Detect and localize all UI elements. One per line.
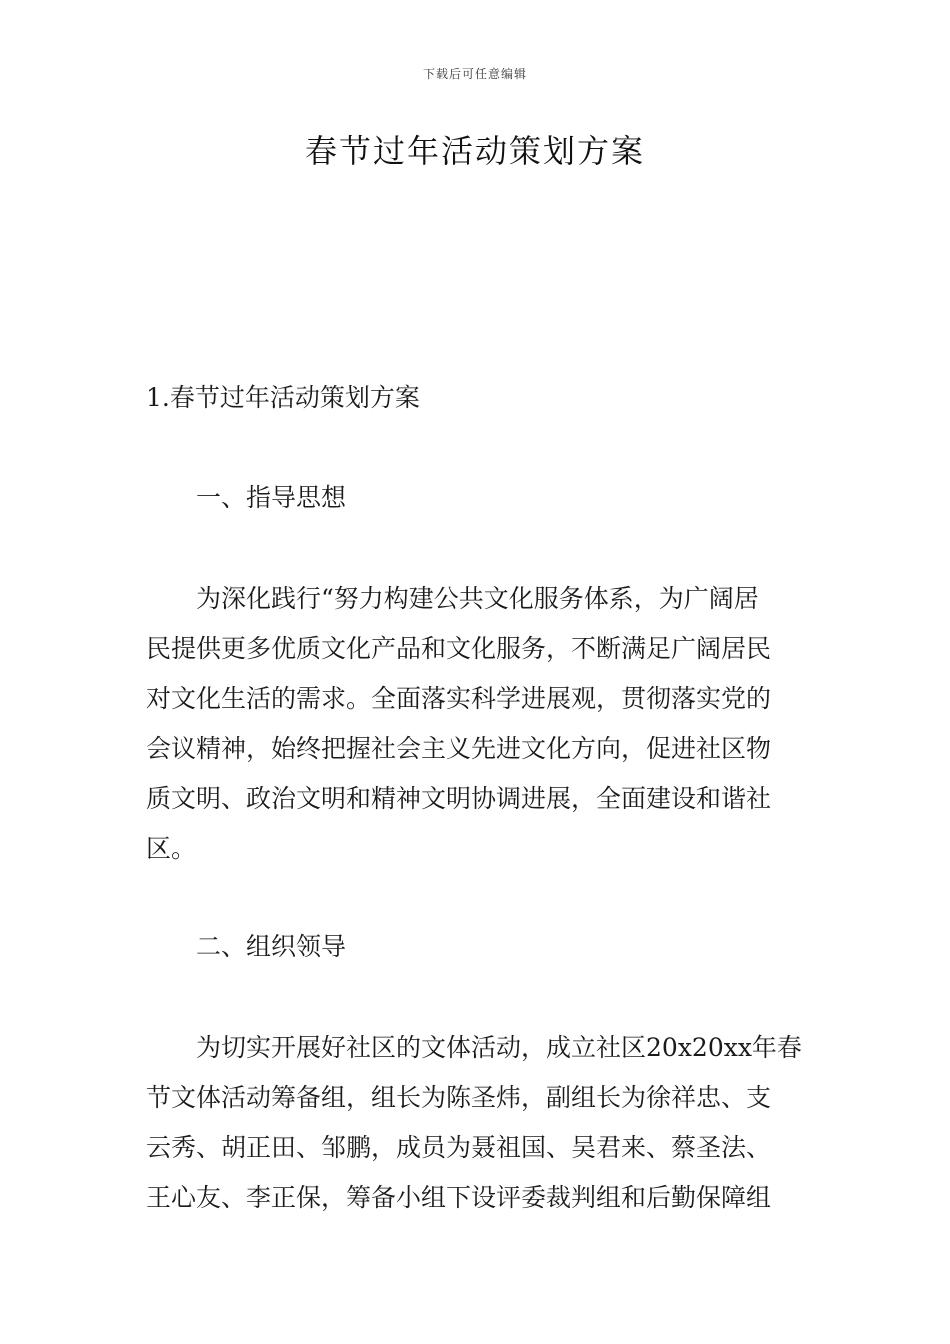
paragraph-line: 为深化践行“努力构建公共文化服务体系，为广阔居 bbox=[196, 584, 759, 613]
paragraph-line: 云秀、胡正田、邹鹏，成员为聂祖国、吴君来、蔡圣法、 bbox=[146, 1133, 772, 1162]
part1-heading: 一、指导思想 bbox=[196, 483, 347, 512]
paragraph-line: 区。 bbox=[146, 834, 197, 863]
paragraph-line: 为切实开展好社区的文体活动，成立社区20x20xx年春 bbox=[196, 1033, 802, 1062]
document-title: 春节过年活动策划方案 bbox=[304, 132, 645, 170]
header-note: 下载后可任意编辑 bbox=[422, 67, 527, 81]
paragraph-line: 节文体活动筹备组，组长为陈圣炜，副组长为徐祥忠、支 bbox=[146, 1083, 772, 1112]
paragraph-line: 会议精神，始终把握社会主义先进文化方向，促进社区物 bbox=[146, 734, 772, 763]
section-heading: 1.春节过年活动策划方案 bbox=[146, 383, 420, 412]
paragraph-line: 民提供更多优质文化产品和文化服务，不断满足广阔居民 bbox=[146, 634, 772, 663]
paragraph-line: 对文化生活的需求。全面落实科学进展观，贯彻落实党的 bbox=[146, 684, 772, 713]
paragraph-line: 质文明、政治文明和精神文明协调进展，全面建设和谐社 bbox=[146, 784, 772, 813]
part2-heading: 二、组织领导 bbox=[196, 932, 347, 961]
paragraph-line: 王心友、李正保，筹备小组下设评委裁判组和后勤保障组 bbox=[146, 1183, 772, 1212]
